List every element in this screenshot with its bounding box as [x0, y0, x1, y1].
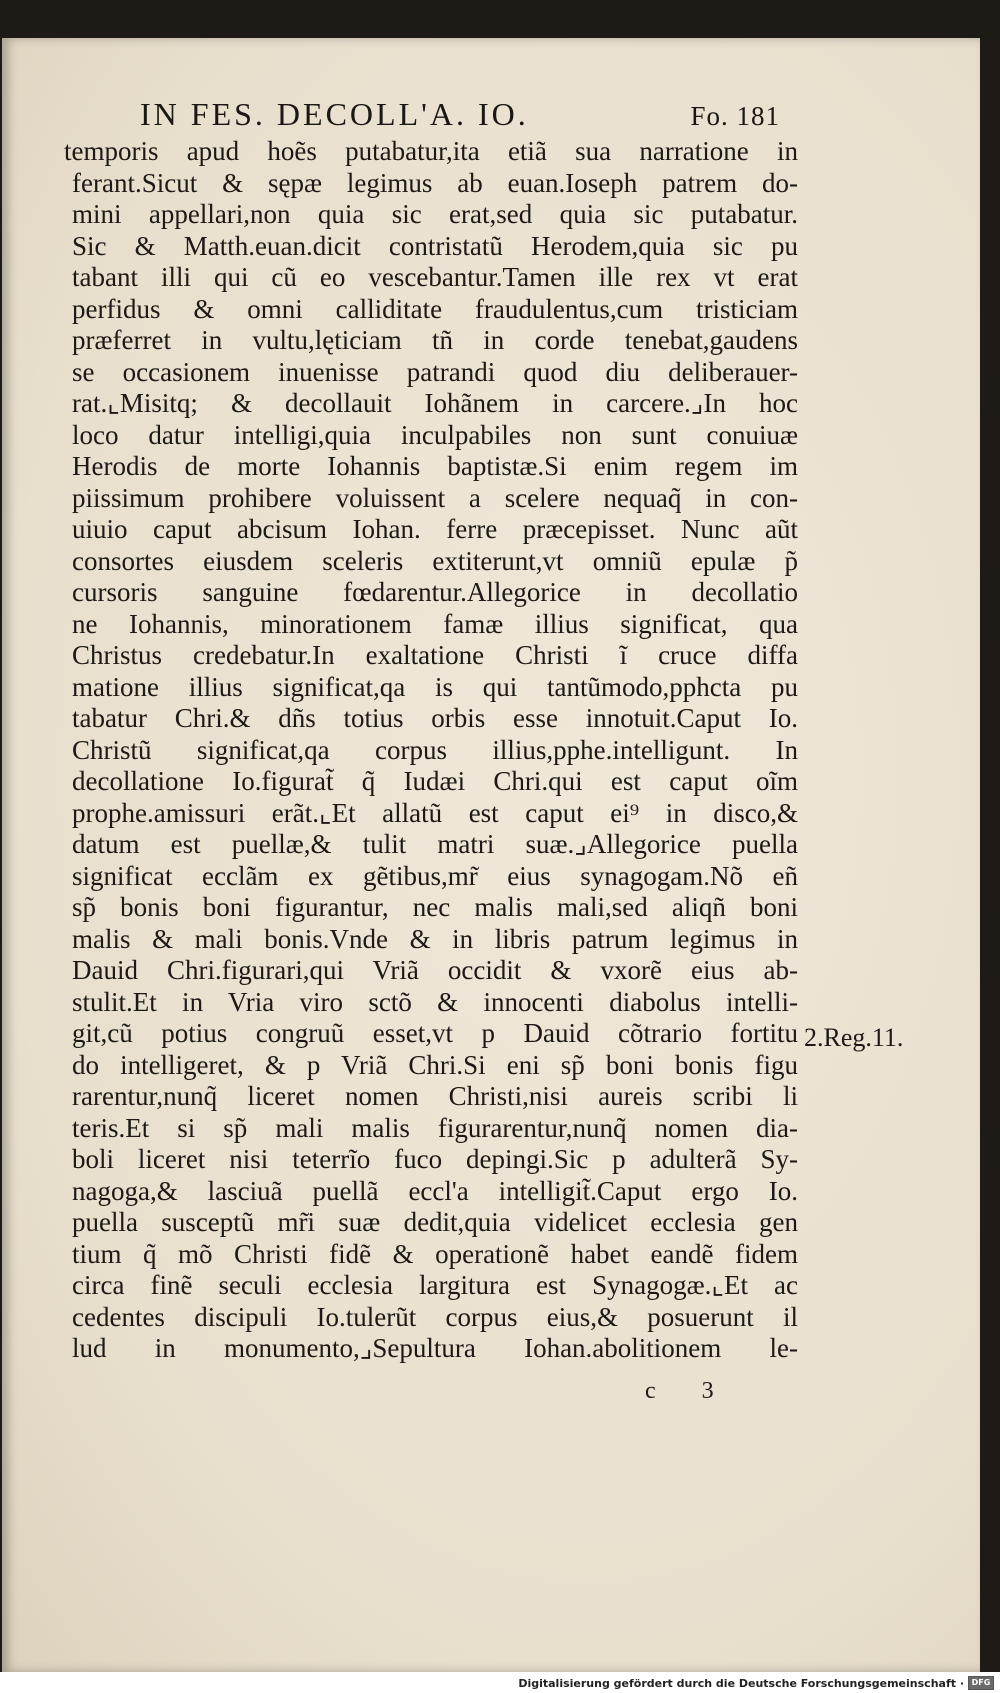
text-line: Sic & Matth.euan.dicit contristatũ Herodem,quia sic pu	[72, 230, 798, 261]
text-line: consortes eiusdem sceleris extiterunt,vt omniũ epulæ p̃	[72, 545, 798, 576]
text-line: boli liceret nisi teterrĩo fuco depingi.Sic p adulterã Sy-	[72, 1144, 798, 1174]
running-header	[140, 96, 780, 133]
body-text	[56, 136, 798, 1365]
text-line: rarentur,nunq̃ liceret nomen Christi,nisi aureis scribi li	[72, 1081, 798, 1111]
text-line: circa finẽ seculi ecclesia largitura est Synagogæ.⌞Et ac	[72, 1270, 798, 1300]
text-line: stulit.Et in Vria viro sctõ & innocenti diabolus intelli-	[72, 986, 798, 1017]
text-line: ferant.Sicut & sępæ legimus ab euan.Ioseph patrem do-	[72, 167, 798, 198]
text-line: temporis apud hoẽs putabatur,ita etiã sua narratione in	[64, 136, 798, 166]
text-line: do intelligeret, & p Vriã Chri.Si eni sp̃ boni bonis figu	[72, 1049, 798, 1080]
text-line: præferret in vultu,lęticiam tñ in corde tenebat,gaudens	[72, 325, 798, 355]
text-line: piissimum prohibere voluissent a scelere nequaq̃ in con-	[72, 482, 798, 513]
text-line: mini appellari,non quia sic erat,sed quia sic putabatur.	[72, 199, 798, 229]
text-line: Dauid Chri.figurari,qui Vriã occidit & vxorẽ eius ab-	[72, 955, 798, 985]
text-line: rat.⌞Misitq; & decollauit Iohãnem in carcere.⌟In hoc	[72, 388, 798, 418]
text-line: nagoga,& lasciuã puellã eccl'a intelligit̃.Caput ergo Io.	[72, 1175, 798, 1206]
text-line: teris.Et si sp̃ mali malis figurarentur,nunq̃ nomen dia-	[72, 1112, 798, 1143]
text-line: tabant illi qui cũ eo vescebantur.Tamen ille rex vt erat	[72, 262, 798, 292]
text-line: ne Iohannis, minorationem famæ illius significat, qua	[72, 608, 798, 639]
text-line: puella susceptũ mr̃i suæ dedit,quia videlicet ecclesia gen	[72, 1207, 798, 1237]
text-line: uiuio caput abcisum Iohan. ferre præcepisset. Nunc aũt	[72, 514, 798, 544]
text-line: Christũ significat,qa corpus illius,pphe.intelligunt. In	[72, 734, 798, 765]
text-line: datum est puellæ,& tulit matri suæ.⌟Allegorice puella	[72, 829, 798, 859]
marginal-reference: 2.Reg.11.	[804, 1023, 904, 1052]
text-line: sp̃ bonis boni figurantur, nec malis mali,sed aliqñ boni	[72, 892, 798, 922]
digitization-credit	[518, 1675, 994, 1691]
text-line: decollatione Io.figurat̃ q̃ Iudæi Chri.qui est caput oĩm	[72, 766, 798, 796]
text-line: Christus credebatur.In exaltatione Christi ĩ cruce diffa	[72, 640, 798, 670]
dfg-logo: DFG	[968, 1676, 994, 1690]
text-line: se occasionem inuenisse patrandi quod diu deliberauer-	[72, 356, 798, 387]
text-line: tabatur Chri.& dñs totius orbis esse innotuit.Caput Io.	[72, 703, 798, 733]
text-line: Herodis de morte Iohannis baptistæ.Si enim regem im	[72, 451, 798, 481]
text-line: git,cũ potius congruũ esset,vt p Dauid cõtrario fortitu	[72, 1018, 798, 1048]
text-line: loco datur intelligi,quia inculpabiles non sunt conuiuæ	[72, 419, 798, 450]
text-line: perfidus & omni calliditate fraudulentus,cum tristiciam	[72, 293, 798, 324]
text-line: significat ecclãm ex gẽtibus,mr̃ eius synagogam.Nõ eñ	[72, 860, 798, 891]
folio-number: Fo. 181	[690, 101, 780, 131]
text-line: matione illius significat,qa is qui tantũmodo,pphcta pu	[72, 671, 798, 702]
text-line: tium q̃ mõ Christi fidẽ & operationẽ habet eandẽ fidem	[72, 1238, 798, 1269]
signature-mark: c 3	[645, 1378, 734, 1404]
text-line: lud in monumento,⌟Sepultura Iohan.abolitionem le-	[72, 1333, 798, 1363]
text-line: prophe.amissuri erãt.⌞Et allatũ est caput ei⁹ in disco,&	[72, 797, 798, 828]
credit-text: Digitalisierung gefördert durch die Deutsche Forschungsgemeinschaft ·	[518, 1676, 964, 1690]
text-line: cedentes discipuli Io.tulerũt corpus eius,& posuerunt il	[72, 1301, 798, 1332]
text-line: malis & mali bonis.Vnde & in libris patrum legimus in	[72, 923, 798, 954]
text-line: cursoris sanguine fœdarentur.Allegorice in decollatio	[72, 577, 798, 607]
running-title: IN FES. DECOLL'A. IO.	[140, 96, 529, 132]
